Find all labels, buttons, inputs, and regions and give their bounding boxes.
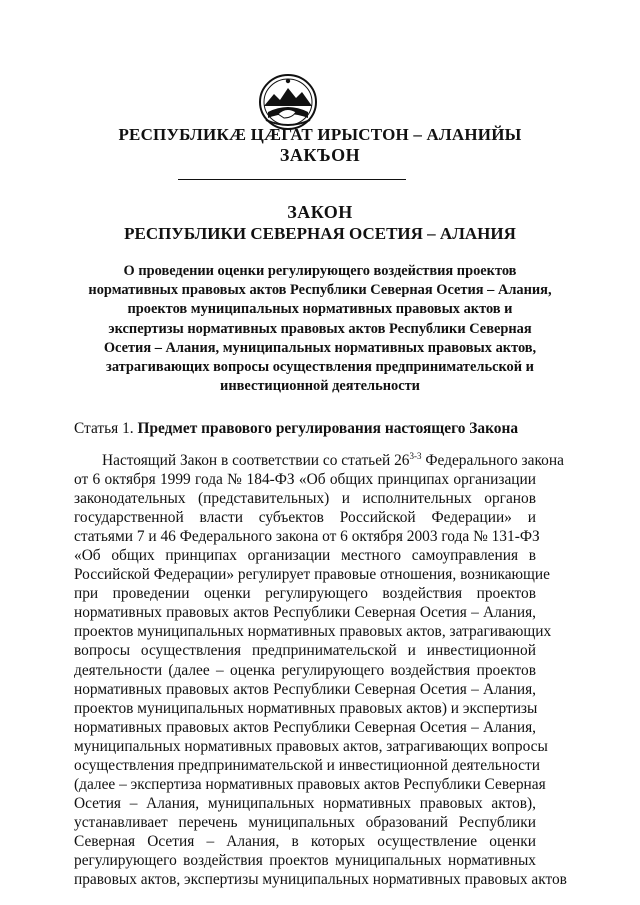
body-line: от 6 октября 1999 года № 184-ФЗ «Об общих принципах организации	[74, 471, 536, 489]
body-line: правовых актов, экспертизы муниципальных нормативных правовых актов	[74, 871, 567, 889]
subject-line: экспертизы нормативных правовых актов Республики Северная	[108, 320, 532, 337]
article-number: Статья 1.	[74, 420, 138, 437]
subject-line: инвестиционной деятельности	[220, 378, 420, 395]
article-heading	[74, 419, 574, 438]
law-word-ossetian: ЗАКЪОН	[279, 145, 361, 165]
body-line: законодательных (представительных) и исполнительных органов	[74, 490, 536, 508]
body-line	[74, 451, 564, 470]
body-line: регулирующего воздействия проектов муниципальных нормативных	[74, 851, 536, 869]
body-line: «Об общих принципах организации местного самоуправления в	[74, 547, 536, 565]
body-text-fragment: Настоящий Закон в соответствии со статьей 26	[102, 452, 410, 469]
law-subject	[60, 262, 580, 396]
republic-header	[60, 124, 580, 166]
body-line: муниципальных нормативных правовых актов, затрагивающих вопросы	[74, 737, 548, 755]
coat-of-arms-emblem	[256, 72, 320, 132]
subject-line: Осетия – Алания, муниципальных нормативных правовых актов,	[103, 339, 537, 356]
body-line: проектов муниципальных нормативных правовых актов) и экспертизы	[74, 699, 538, 717]
body-text-fragment: Федерального закона	[421, 452, 564, 469]
body-line: вопросы осуществления предпринимательской и инвестиционной	[74, 642, 536, 660]
body-line: (далее – экспертиза нормативных правовых актов Республики Северная	[74, 775, 546, 793]
body-line: Российской Федерации» регулирует правовые отношения, возникающие	[74, 566, 550, 584]
article-title: Предмет правового регулирования настоящего Закона	[137, 420, 519, 437]
article-body	[74, 451, 567, 889]
republic-name-ossetian: РЕСПУБЛИКÆ ЦÆГАТ ИРЫСТОН – АЛАНИЙЫ	[118, 125, 522, 144]
republic-name: РЕСПУБЛИКИ СЕВЕРНАЯ ОСЕТИЯ – АЛАНИЯ	[124, 224, 516, 243]
body-line: Северная Осетия – Алания, в которых осуществление оценки	[74, 832, 536, 850]
body-line: при проведении оценки регулирующего воздействия проектов	[74, 585, 536, 603]
subject-line: О проведении оценки регулирующего воздействия проектов	[123, 263, 517, 279]
body-line: государственной власти субъектов Российской Федерации» и	[74, 509, 536, 527]
body-line: нормативных правовых актов Республики Северная Осетия – Алания,	[74, 604, 536, 622]
body-line: осуществления предпринимательской и инвестиционной деятельности	[74, 756, 540, 774]
law-word: ЗАКОН	[287, 202, 353, 222]
superscript: 3-3	[409, 451, 422, 461]
body-line: нормативных правовых актов Республики Северная Осетия – Алания,	[74, 718, 536, 736]
body-line: нормативных правовых актов Республики Северная Осетия – Алания,	[74, 680, 536, 698]
subject-line: затрагивающих вопросы осуществления предпринимательской и	[106, 359, 534, 376]
header-divider	[178, 179, 406, 180]
body-line: статьями 7 и 46 Федерального закона от 6 октября 2003 года № 131-ФЗ	[74, 528, 540, 546]
law-title	[60, 202, 580, 244]
body-line: проектов муниципальных нормативных правовых актов, затрагивающих	[74, 623, 552, 641]
body-line: Осетия – Алания, муниципальных нормативных правовых актов),	[74, 794, 536, 812]
subject-line: проектов муниципальных нормативных правовых актов и	[127, 301, 513, 318]
body-line: устанавливает перечень муниципальных образований Республики	[74, 813, 536, 831]
body-line: деятельности (далее – оценка регулирующего воздействия проектов	[74, 661, 536, 679]
subject-line: нормативных правовых актов Республики Северная Осетия – Алания,	[88, 282, 552, 299]
